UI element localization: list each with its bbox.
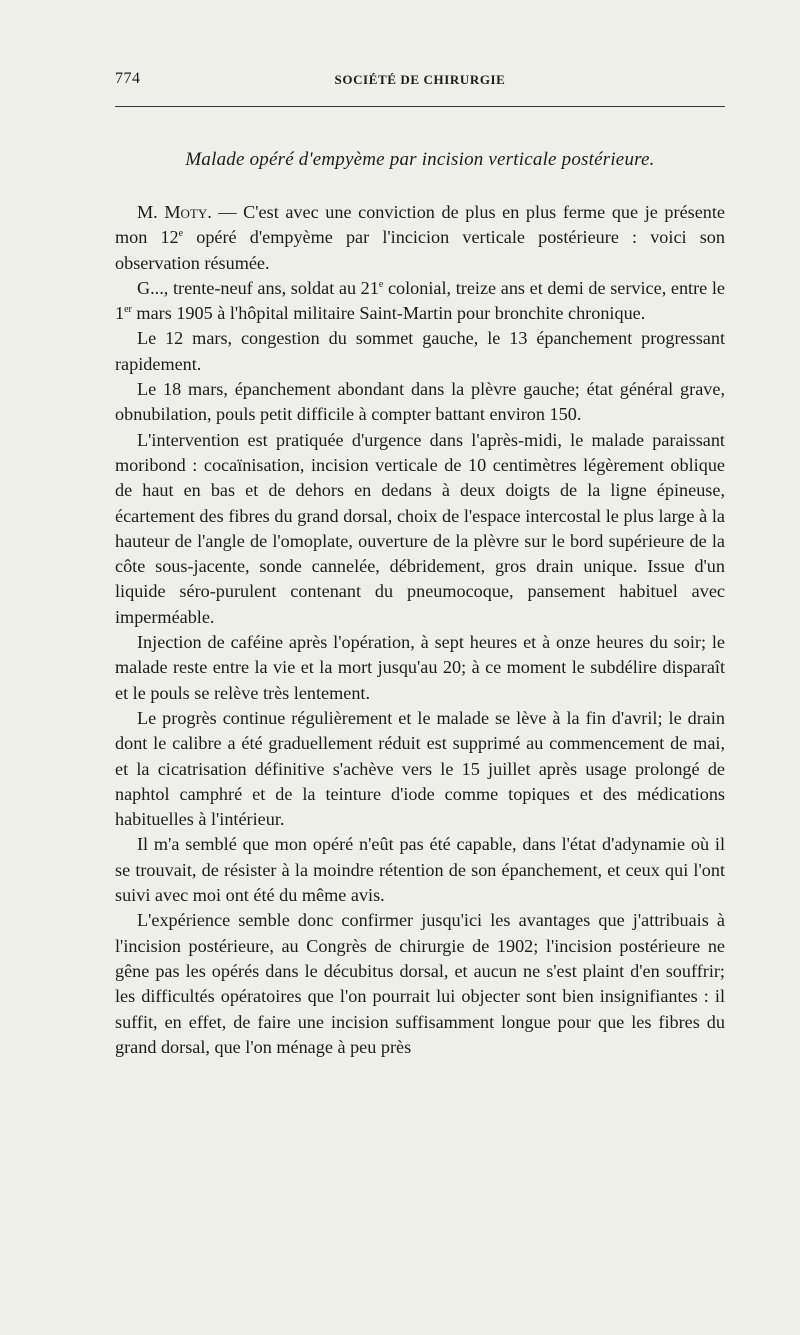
paragraph: L'expérience semble donc confirmer jusqu'ici les avantages que j'attribuais à l'incision postérieure, au Congrès de chirurgie de 1902; l'incision postérieure ne gêne pas les opérés dans le décubitus dorsal, et aucun ne s'est plaint d'en souffrir; les difficultés opératoires que l'on pourrait lui objecter sont bien insignifiantes : il suffit, en effet, de faire une incision suffisamment longue pour que les fibres du grand dorsal, que l'on ménage à peu près — [115, 910, 725, 1057]
paragraph: Le 12 mars, congestion du sommet gauche, le 13 épanchement progressant rapidement. — [115, 328, 725, 374]
speaker-name: M. Moty. — [137, 202, 212, 222]
body-text — [115, 200, 725, 1060]
header-rule — [115, 106, 725, 107]
page-header — [115, 60, 725, 100]
paragraph: Il m'a semblé que mon opéré n'eût pas été capable, dans l'état d'adynamie où il se trouvait, de résister à la moindre rétention de son épanchement, et ceux qui l'ont suivi avec moi ont été du même avis. — [115, 834, 725, 906]
section-title: Malade opéré d'empyème par incision verticale postérieure. — [185, 149, 655, 170]
book-page — [115, 60, 726, 1057]
running-head: SOCIÉTÉ DE CHIRURGIE — [334, 72, 506, 87]
paragraph: Le progrès continue régulièrement et le malade se lève à la fin d'avril; le drain dont le calibre a été graduellement réduit est supprimé au commencement de mai, et la cicatrisation définitive s'achève vers le 15 juillet après usage prolongé de naphtol camphré et de la teinture d'iode comme topiques et des médications habituelles à l'intérieur. — [115, 707, 725, 830]
page-number: 774 — [115, 70, 141, 87]
paragraph: G..., trente-neuf ans, soldat au 21e colonial, treize ans et demi de service, entre le 1er mars 1905 à l'hôpital militaire Saint-Martin pour bronchite chronique. — [115, 277, 725, 324]
paragraph: L'intervention est pratiquée d'urgence dans l'après-midi, le malade paraissant moribond : cocaïnisation, incision verticale de 10 centimètres légèrement oblique de haut en bas et de dehors en dedans à deux doigts de la ligne épineuse, écartement des fibres du grand dorsal, choix de l'espace intercostal le plus large à la hauteur de l'angle de l'omoplate, ouverture de la plèvre sur le bord supérieure de la côte sous-jacente, sonde cannelée, débridement, gros drain unique. Issue d'un liquide séro-purulent contenant du pneumocoque, pansement habituel avec imperméable. — [115, 429, 725, 627]
paragraph: Injection de caféine après l'opération, à sept heures et à onze heures du soir; le malade reste entre la vie et la mort jusqu'au 20; à ce moment le subdélire disparaît et le pouls se relève très lentement. — [115, 632, 725, 703]
paragraph: Le 18 mars, épanchement abondant dans la plèvre gauche; état général grave, obnubilation, pouls petit difficile à compter battant environ 150. — [115, 379, 725, 425]
paragraph: M. Moty. — C'est avec une conviction de plus en plus ferme que je présente mon 12e opéré d'empyème par l'incicion verticale postérieure : voici son observation résumée. — [115, 202, 726, 273]
